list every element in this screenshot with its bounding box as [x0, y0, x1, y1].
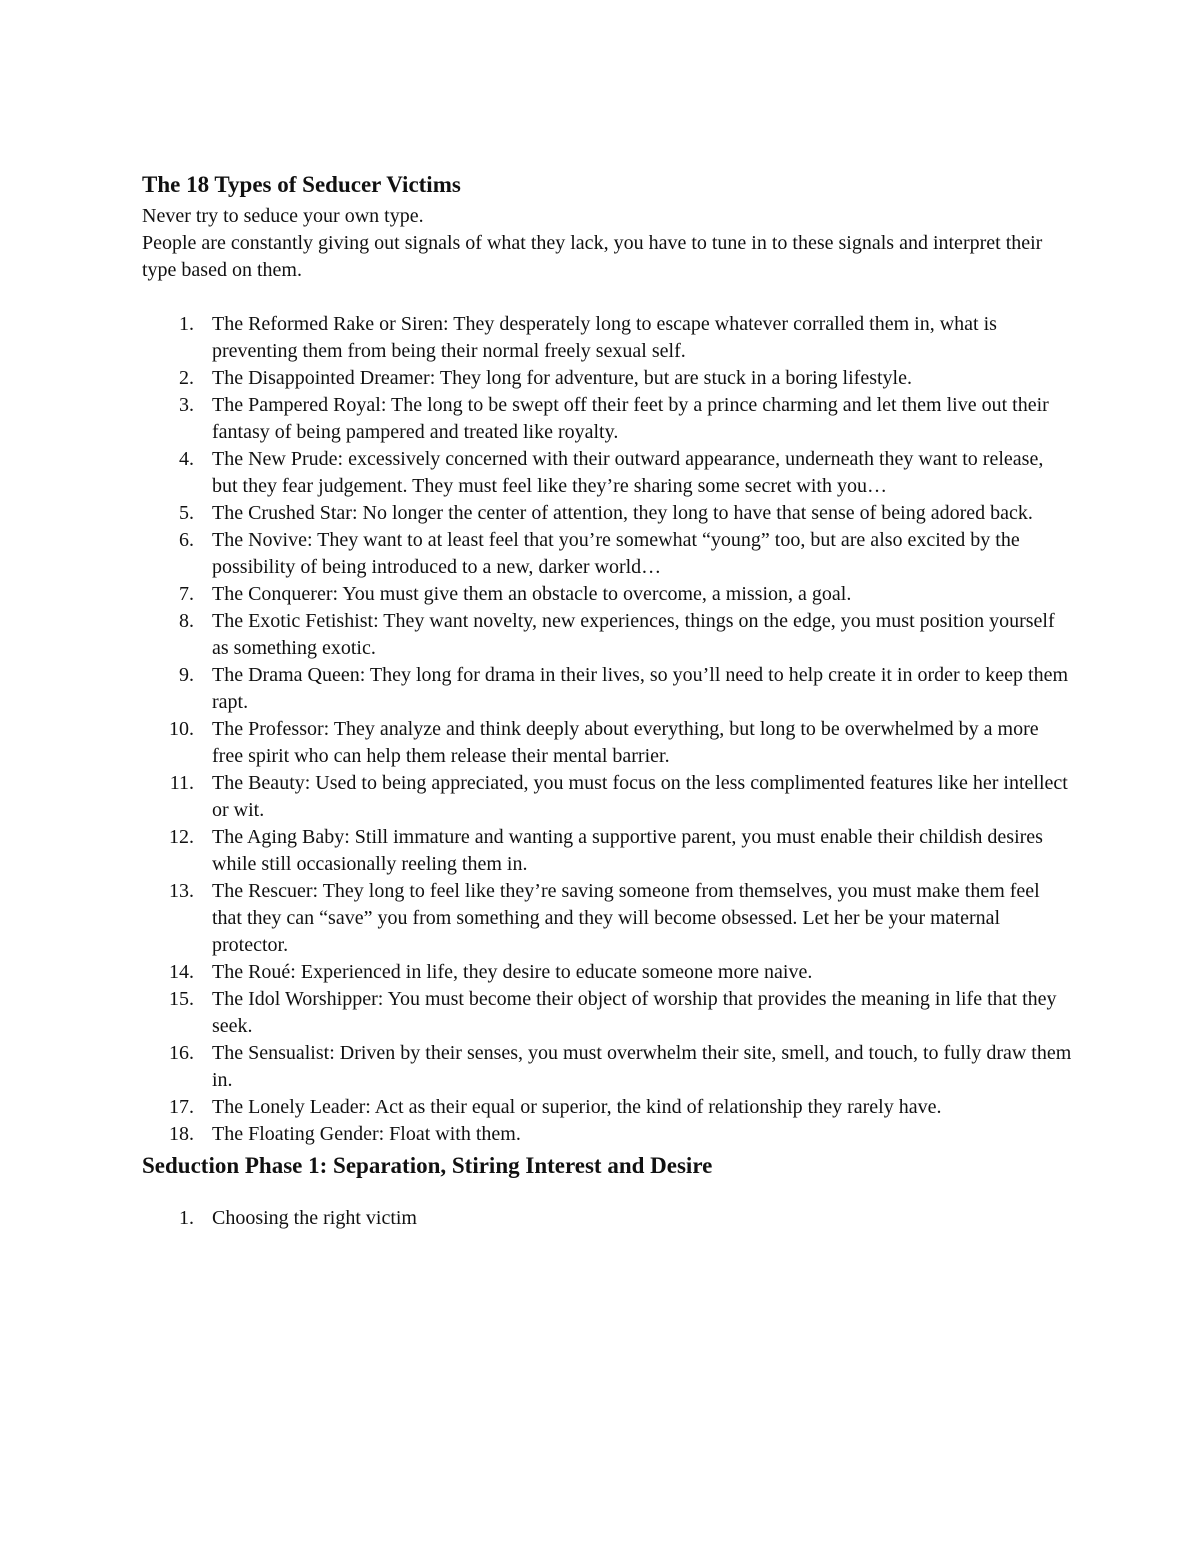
list-item: [142, 311, 1072, 365]
list-number: 16.: [169, 1042, 194, 1064]
list-number: 1.: [179, 313, 194, 335]
list-item-text: The Novive: They want to at least feel that you’re somewhat “young” too, but are also excited by the possibility of being introduced to a new, darker world…: [212, 529, 1020, 578]
list-item: [142, 1094, 1072, 1121]
list-item: [142, 1040, 1072, 1094]
list-number: 5.: [179, 502, 194, 524]
list-number: 18.: [169, 1123, 194, 1145]
list-item-text: The Drama Queen: They long for drama in their lives, so you’ll need to help create it in order to keep them rapt.: [212, 664, 1069, 713]
list-item: [142, 392, 1072, 446]
list-item-text: The Pampered Royal: The long to be swept off their feet by a prince charming and let them live out their fantasy of being pampered and treated like royalty.: [212, 394, 1049, 443]
list-item-text: The Reformed Rake or Siren: They desperately long to escape whatever corralled them in, what is preventing them from being their normal freely sexual self.: [212, 313, 997, 362]
list-number: 15.: [169, 988, 194, 1010]
list-number: 3.: [179, 394, 194, 416]
list-item-text: The New Prude: excessively concerned with their outward appearance, underneath they want to release, but they fear judgement. They must feel like they’re sharing some secret with you…: [212, 448, 1044, 497]
list-item: [142, 1121, 1072, 1148]
list-number: 4.: [179, 448, 194, 470]
list-number: 12.: [169, 826, 194, 848]
list-item-text: The Floating Gender: Float with them.: [212, 1123, 521, 1145]
list-item: [142, 1205, 1072, 1232]
list-number: 7.: [179, 583, 194, 605]
list-item: [142, 824, 1072, 878]
list-item-text: The Aging Baby: Still immature and wanting a supportive parent, you must enable their childish desires while still occasionally reeling them in.: [212, 826, 1043, 875]
list-item-text: The Disappointed Dreamer: They long for adventure, but are stuck in a boring lifestyle.: [212, 367, 912, 389]
list-item: [142, 770, 1072, 824]
list-item-text: The Lonely Leader: Act as their equal or superior, the kind of relationship they rarely have.: [212, 1096, 942, 1118]
list-item: [142, 365, 1072, 392]
list-number: 2.: [179, 367, 194, 389]
list-item-text: The Crushed Star: No longer the center of attention, they long to have that sense of being adored back.: [212, 502, 1033, 524]
list-number: 6.: [179, 529, 194, 551]
phase-one-list: [142, 1205, 1072, 1232]
list-item-text: The Beauty: Used to being appreciated, you must focus on the less complimented features like her intellect or wit.: [212, 772, 1068, 821]
list-item: [142, 959, 1072, 986]
list-number: 14.: [169, 961, 194, 983]
list-item: [142, 608, 1072, 662]
list-item-text: The Idol Worshipper: You must become their object of worship that provides the meaning in life that they seek.: [212, 988, 1057, 1037]
list-item-text: The Sensualist: Driven by their senses, you must overwhelm their site, smell, and touch, to fully draw them in.: [212, 1042, 1072, 1091]
list-item-text: The Rescuer: They long to feel like they’re saving someone from themselves, you must make them feel that they can “save” you from something and they will become obsessed. Let her be your maternal protector.: [212, 880, 1040, 956]
list-number: 17.: [169, 1096, 194, 1118]
section-heading-phase-one: Seduction Phase 1: Separation, Stiring Interest and Desire: [142, 1153, 713, 1178]
list-number: 10.: [169, 718, 194, 740]
list-number: 1.: [179, 1207, 194, 1229]
list-item: [142, 716, 1072, 770]
document-body: [142, 167, 1072, 1232]
section-heading-victim-types: The 18 Types of Seducer Victims: [142, 172, 461, 197]
list-number: 8.: [179, 610, 194, 632]
list-number: 13.: [169, 880, 194, 902]
list-item: [142, 581, 1072, 608]
list-item-text: The Exotic Fetishist: They want novelty, new experiences, things on the edge, you must position yourself as something exotic.: [212, 610, 1055, 659]
list-item: [142, 527, 1072, 581]
intro-paragraph: Never try to seduce your own type.: [142, 205, 424, 227]
list-item-text: The Conquerer: You must give them an obstacle to overcome, a mission, a goal.: [212, 583, 852, 605]
list-item: [142, 500, 1072, 527]
list-item-text: The Roué: Experienced in life, they desire to educate someone more naive.: [212, 961, 813, 983]
list-item: [142, 878, 1072, 959]
list-item: [142, 986, 1072, 1040]
list-number: 9.: [179, 664, 194, 686]
victim-types-list: [142, 311, 1072, 1148]
list-item: [142, 662, 1072, 716]
list-item-text: Choosing the right victim: [212, 1207, 417, 1229]
list-number: 11.: [169, 772, 194, 794]
list-item-text: The Professor: They analyze and think deeply about everything, but long to be overwhelmed by a more free spirit who can help them release their mental barrier.: [212, 718, 1039, 767]
list-item: [142, 446, 1072, 500]
intro-paragraph: People are constantly giving out signals of what they lack, you have to tune in to these signals and interpret their type based on them.: [142, 232, 1043, 281]
